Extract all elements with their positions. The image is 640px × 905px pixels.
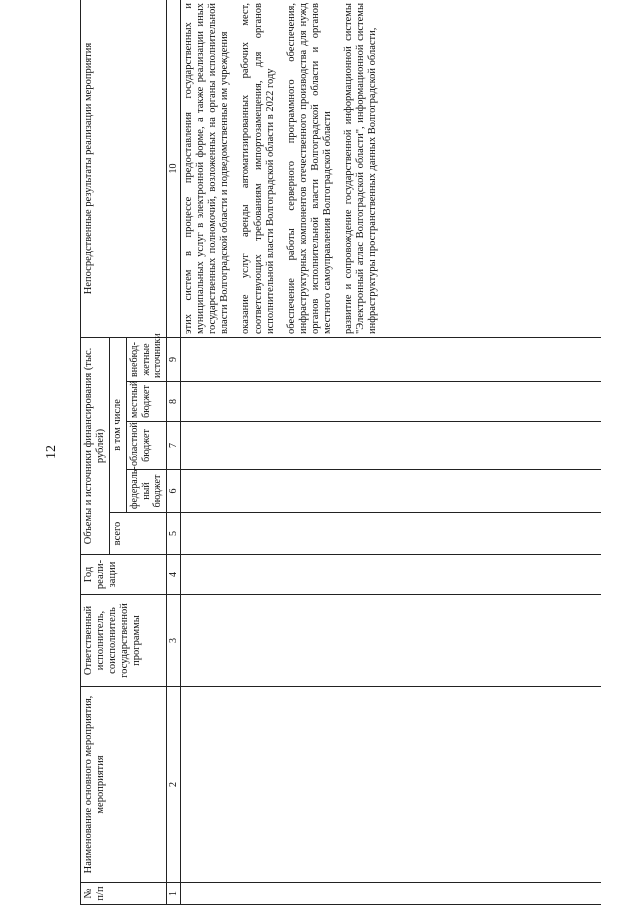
header-results: Непосредственные результаты реализации мероприятия	[81, 0, 167, 338]
col-number: 6	[166, 470, 181, 513]
result-paragraph: развитие и сопровождение государственной информационной системы "Электронный атлас Волгоградской области", информационной системы инфраструктуры пространственных данных Волгоградской области,	[342, 3, 378, 334]
cell-empty	[181, 555, 601, 595]
cell-empty	[181, 883, 601, 905]
col-number: 10	[166, 0, 181, 338]
col-number: 4	[166, 555, 181, 595]
table-row	[181, 0, 601, 905]
cell-empty	[181, 338, 601, 382]
column-number-row	[166, 0, 181, 905]
header-local: местный бюджет	[127, 382, 167, 422]
col-number: 2	[166, 687, 181, 883]
cell-empty	[181, 595, 601, 687]
rotated-table-page	[80, 0, 640, 905]
page-number: 12	[44, 445, 59, 459]
cell-empty	[181, 422, 601, 470]
header-activity-name: Наименование основного мероприятия, мероприятия	[81, 687, 167, 883]
header-including: в том числе	[110, 338, 127, 513]
cell-empty	[181, 513, 601, 555]
header-extrabudget: внебюд-жетные источники	[127, 338, 167, 382]
col-number: 1	[166, 883, 181, 905]
result-paragraph: обеспечение работы серверного программного обеспечения, инфраструктурных компонентов отечественного производства для нужд органов исполнительной власти Волгоградской области и органов местного самоуправления Волгоградской области	[285, 3, 333, 334]
cell-empty	[181, 687, 601, 883]
header-year: Год реали-зации	[81, 555, 167, 595]
result-paragraph: оказание услуг аренды автоматизированных рабочих мест, соответствующих требованиям импортозамещения, для органов исполнительной власти Волгоградской области в 2022 году	[240, 3, 276, 334]
header-funding: Объемы и источники финансирования (тыс. рублей)	[81, 338, 110, 555]
result-paragraph: этих систем в процессе предоставления государственных и муниципальных услуг в электронной форме, а также реализации иных государственных полномочий, возложенных на органы исполнительной власти Волгоградской области и подведомственные им учреждения	[183, 3, 231, 334]
header-row-1	[81, 0, 110, 905]
col-number: 5	[166, 513, 181, 555]
cell-empty	[181, 382, 601, 422]
results-cell	[181, 0, 601, 338]
cell-empty	[181, 470, 601, 513]
header-regional: областной бюджет	[127, 422, 167, 470]
header-federal: федераль-ный бюджет	[127, 470, 167, 513]
col-number: 3	[166, 595, 181, 687]
col-number: 9	[166, 338, 181, 382]
col-number: 8	[166, 382, 181, 422]
col-number: 7	[166, 422, 181, 470]
header-responsible: Ответственный исполнитель, соисполнитель государственной программы	[81, 595, 167, 687]
header-total: всего	[110, 513, 167, 555]
program-activities-table	[80, 0, 601, 905]
header-number: № п/п	[81, 883, 167, 905]
